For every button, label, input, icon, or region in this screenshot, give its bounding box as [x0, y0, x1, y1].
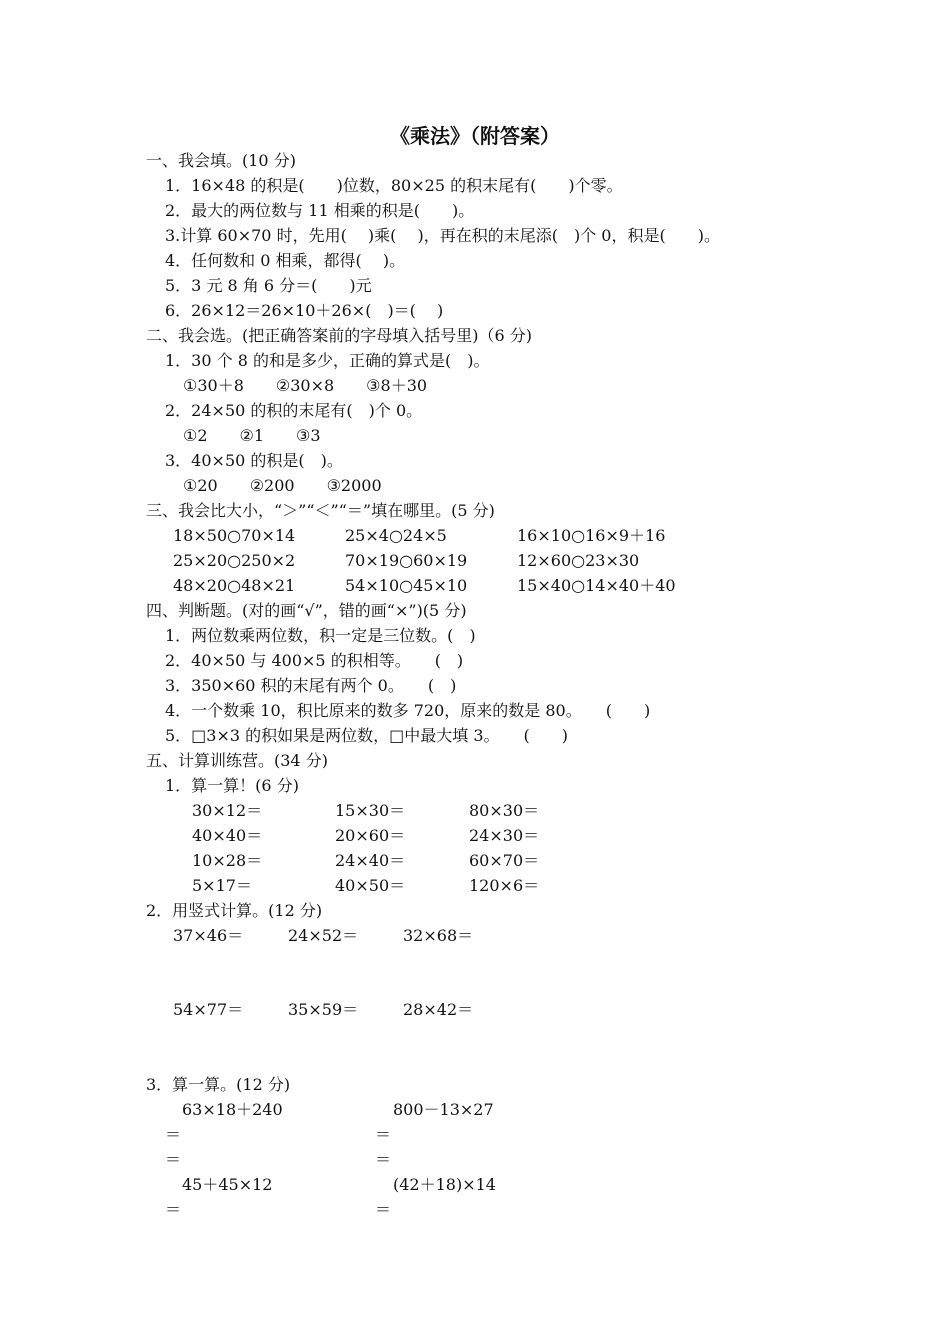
- s2-question-3-options: ①20 ②200 ③2000: [183, 476, 382, 495]
- vertical-calc-item: 32×68＝: [403, 926, 474, 945]
- s4-question-2: 2．40×50 与 400×5 的积相等。 ( ): [165, 651, 464, 670]
- expression: 800－13×27: [393, 1100, 494, 1119]
- s1-question-5: 5．3 元 8 角 6 分＝( )元: [165, 276, 372, 295]
- compare-item: 18×50○70×14: [173, 526, 296, 545]
- page-title: 《乘法》（附答案）: [390, 124, 560, 148]
- vertical-calc-item: 35×59＝: [288, 1000, 359, 1019]
- compare-item: 48×20○48×21: [173, 576, 296, 595]
- calc-item: 80×30＝: [469, 801, 540, 820]
- s2-question-1: 1．30 个 8 的和是多少，正确的算式是( )。: [165, 351, 490, 370]
- equals-sign: ＝: [165, 1150, 182, 1169]
- section-2-heading: 二、我会选。(把正确答案前的字母填入括号里)（6 分): [146, 326, 532, 345]
- equals-sign: ＝: [165, 1125, 182, 1144]
- compare-item: 15×40○14×40＋40: [517, 576, 676, 595]
- compare-item: 54×10○45×10: [345, 576, 468, 595]
- s5-part-2-title: 2．用竖式计算。(12 分): [146, 901, 323, 920]
- s1-question-4: 4．任何数和 0 相乘，都得( )。: [165, 251, 406, 270]
- equals-sign: ＝: [165, 1200, 182, 1219]
- s4-question-1: 1．两位数乘两位数，积一定是三位数。( ): [165, 626, 476, 645]
- calc-item: 20×60＝: [335, 826, 406, 845]
- expression: 45＋45×12: [182, 1175, 273, 1194]
- vertical-calc-item: 24×52＝: [288, 926, 359, 945]
- compare-item: 25×20○250×2: [173, 551, 296, 570]
- compare-item: 16×10○16×9＋16: [517, 526, 666, 545]
- s4-question-4: 4．一个数乘 10，积比原来的数多 720，原来的数是 80。 ( ): [165, 701, 651, 720]
- section-5-heading: 五、计算训练营。(34 分): [146, 751, 328, 770]
- expression: 63×18＋240: [182, 1100, 283, 1119]
- s2-question-2: 2．24×50 的积的末尾有( )个 0。: [165, 401, 423, 420]
- compare-item: 12×60○23×30: [517, 551, 640, 570]
- calc-item: 24×40＝: [335, 851, 406, 870]
- calc-item: 15×30＝: [335, 801, 406, 820]
- calc-item: 60×70＝: [469, 851, 540, 870]
- expression: (42＋18)×14: [393, 1175, 496, 1194]
- s1-question-6: 6．26×12＝26×10＋26×( )＝( ): [165, 301, 444, 320]
- vertical-calc-item: 54×77＝: [173, 1000, 244, 1019]
- s4-question-5: 5．□3×3 的积如果是两位数，□中最大填 3。 ( ): [165, 726, 569, 745]
- s2-question-1-options: ①30＋8 ②30×8 ③8＋30: [183, 376, 428, 395]
- calc-item: 120×6＝: [469, 876, 540, 895]
- calc-item: 30×12＝: [192, 801, 263, 820]
- calc-item: 40×40＝: [192, 826, 263, 845]
- s2-question-2-options: ①2 ②1 ③3: [183, 426, 321, 445]
- calc-item: 40×50＝: [335, 876, 406, 895]
- section-3-heading: 三、我会比大小，“＞”“＜”“＝”填在哪里。(5 分): [146, 501, 495, 520]
- section-4-heading: 四、判断题。(对的画“√”，错的画“×”)(5 分): [146, 601, 467, 620]
- equals-sign: ＝: [375, 1125, 392, 1144]
- calc-item: 5×17＝: [192, 876, 252, 895]
- s1-question-2: 2．最大的两位数与 11 相乘的积是( )。: [165, 201, 475, 220]
- vertical-calc-item: 28×42＝: [403, 1000, 474, 1019]
- equals-sign: ＝: [375, 1150, 392, 1169]
- s1-question-3: 3.计算 60×70 时，先用( )乘( )，再在积的末尾添( )个 0，积是( )。: [165, 226, 720, 245]
- vertical-calc-item: 37×46＝: [173, 926, 244, 945]
- calc-item: 10×28＝: [192, 851, 263, 870]
- calc-item: 24×30＝: [469, 826, 540, 845]
- equals-sign: ＝: [375, 1200, 392, 1219]
- s2-question-3: 3．40×50 的积是( )。: [165, 451, 343, 470]
- compare-item: 25×4○24×5: [345, 526, 447, 545]
- section-1-heading: 一、我会填。(10 分): [146, 151, 296, 170]
- s5-part-1-title: 1．算一算！(6 分): [165, 776, 299, 795]
- s4-question-3: 3．350×60 积的末尾有两个 0。 ( ): [165, 676, 457, 695]
- compare-item: 70×19○60×19: [345, 551, 468, 570]
- s5-part-3-title: 3．算一算。(12 分): [146, 1075, 291, 1094]
- s1-question-1: 1．16×48 的积是( )位数，80×25 的积末尾有( )个零。: [165, 176, 623, 195]
